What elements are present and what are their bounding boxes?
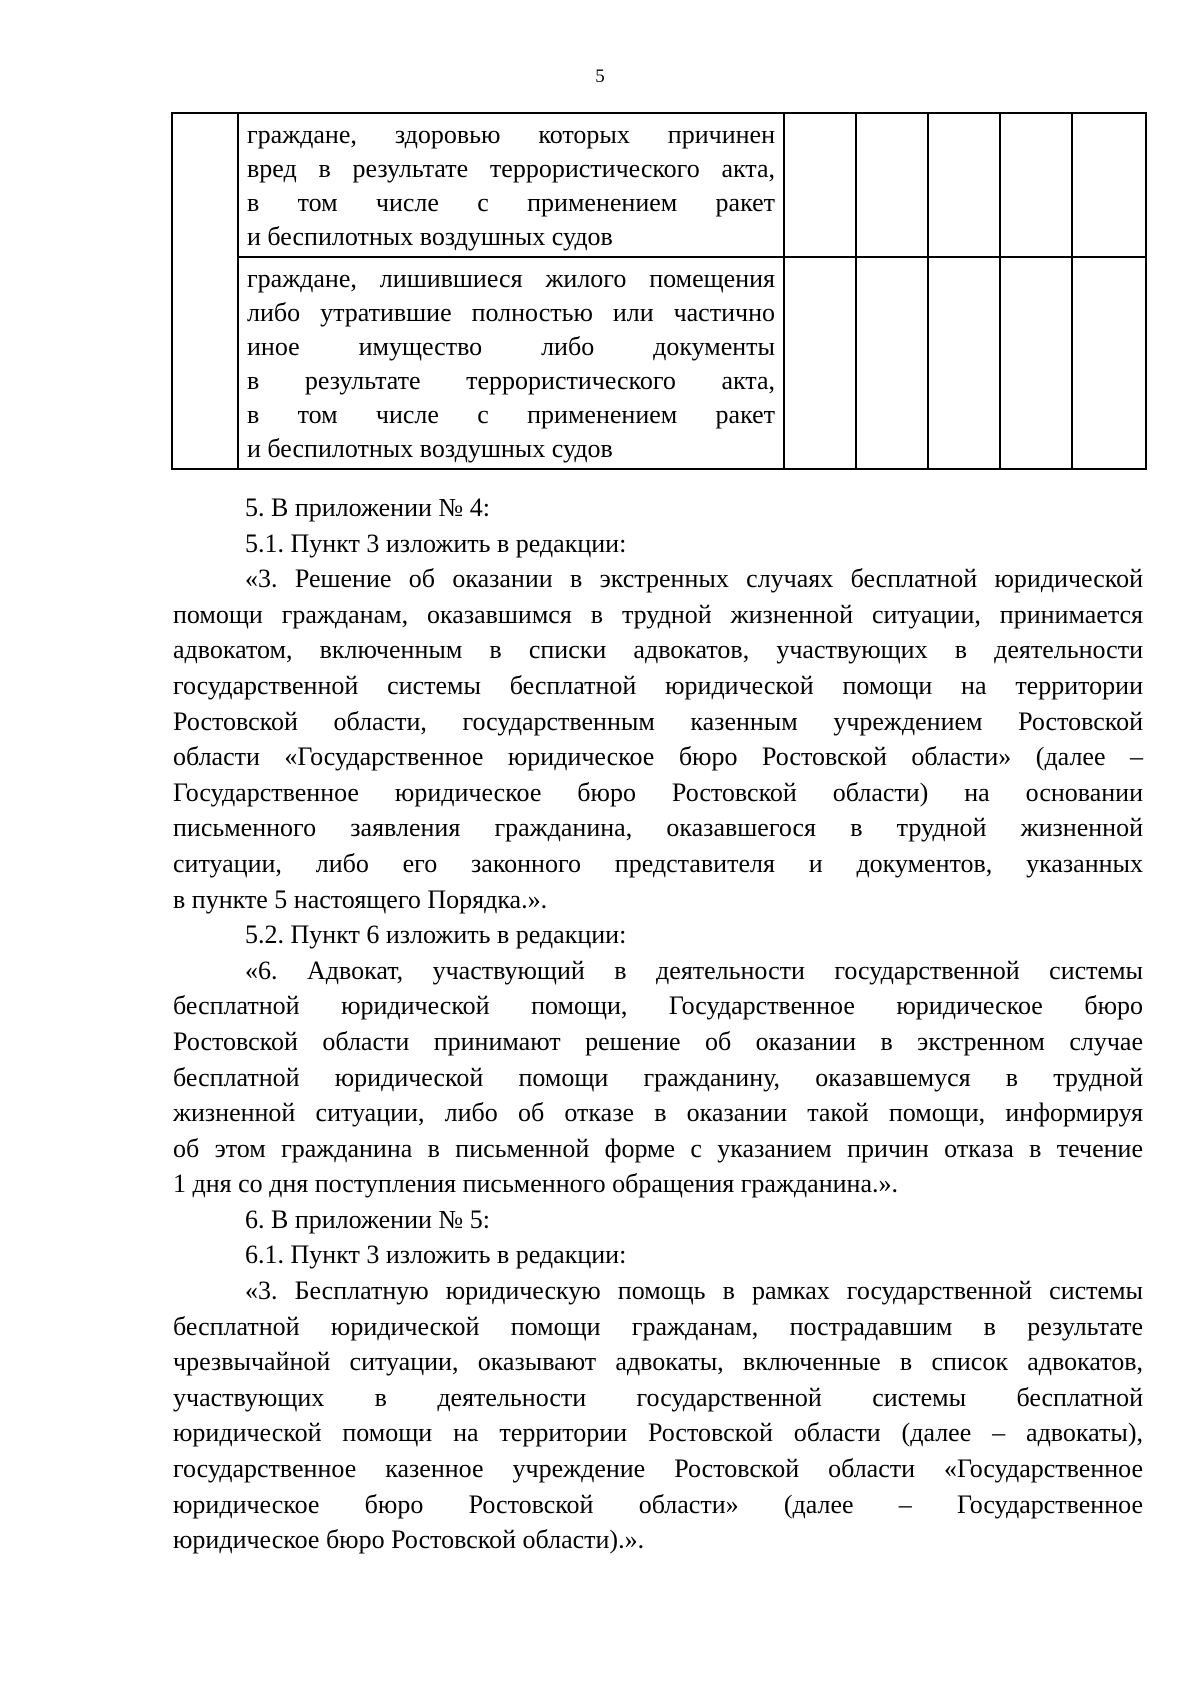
paragraph-line: адвокатом, включенным в списки адвокатов, участвующих в деятельности bbox=[173, 635, 1143, 665]
table-row bbox=[172, 113, 1146, 257]
table-cell-empty bbox=[784, 257, 856, 469]
paragraph-6-1 bbox=[173, 1237, 1143, 1273]
paragraph-line: 5.2. Пункт 6 изложить в редакции: bbox=[245, 920, 627, 950]
paragraph-line: бесплатной юридической помощи гражданину, оказавшемуся в трудной bbox=[173, 1062, 1143, 1092]
paragraph-line: «3. Решение об оказании в экстренных случаях бесплатной юридической bbox=[245, 564, 1143, 594]
paragraph-line: Государственное юридическое бюро Ростовской области) на основании bbox=[173, 777, 1143, 807]
table-cell-line: либо утратившие полностью или частично bbox=[247, 298, 775, 327]
table-cell-empty bbox=[856, 257, 928, 469]
paragraph-5-2 bbox=[173, 917, 1143, 953]
paragraph-line: области «Государственное юридическое бюро Ростовской области» (далее – bbox=[173, 742, 1143, 772]
paragraph-line: бесплатной юридической помощи, Государственное юридическое бюро bbox=[173, 991, 1143, 1021]
table-cell-empty bbox=[1000, 113, 1072, 257]
paragraph-line: «6. Адвокат, участвующий в деятельности государственной системы bbox=[245, 955, 1143, 985]
table-cell-empty bbox=[928, 257, 1000, 469]
table-cell-empty bbox=[784, 113, 856, 257]
paragraph-line: бесплатной юридической помощи гражданам, пострадавшим в результате bbox=[173, 1311, 1143, 1341]
paragraph-line: жизненной ситуации, либо об отказе в оказании такой помощи, информируя bbox=[173, 1098, 1143, 1128]
paragraph-line: помощи гражданам, оказавшимся в трудной жизненной ситуации, принимается bbox=[173, 599, 1143, 629]
table-cell-line: и беспилотных воздушных судов bbox=[247, 434, 613, 463]
paragraph-line: чрезвычайной ситуации, оказывают адвокаты, включенные в список адвокатов, bbox=[173, 1347, 1143, 1377]
table-cell-empty bbox=[928, 113, 1000, 257]
table-cell-line: иное имущество либо документы bbox=[247, 332, 775, 361]
paragraph-line: участвующих в деятельности государственной системы бесплатной bbox=[173, 1382, 1143, 1412]
paragraph-line: государственной системы бесплатной юридической помощи на территории bbox=[173, 670, 1143, 700]
paragraph-line: «3. Бесплатную юридическую помощь в рамках государственной системы bbox=[245, 1276, 1143, 1306]
paragraph-point-6-text bbox=[173, 953, 1143, 1202]
paragraph-line: юридической помощи на территории Ростовской области (далее – адвокаты), bbox=[173, 1418, 1143, 1448]
table-cell-line: и беспилотных воздушных судов bbox=[247, 222, 613, 251]
table-cell-empty bbox=[1072, 257, 1146, 469]
paragraph-line: 6.1. Пункт 3 изложить в редакции: bbox=[245, 1240, 627, 1270]
paragraph-5-1 bbox=[173, 526, 1143, 562]
paragraph-line: об этом гражданина в письменной форме с указанием причин отказа в течение bbox=[173, 1133, 1143, 1163]
table-cell-line: граждане, лишившиеся жилого помещения bbox=[247, 264, 775, 293]
paragraph-line: государственное казенное учреждение Ростовской области «Государственное bbox=[173, 1454, 1143, 1484]
table-cell-number bbox=[172, 113, 238, 469]
table-cell-empty bbox=[856, 113, 928, 257]
table-cell-line: вред в результате террористического акта, bbox=[247, 154, 775, 183]
table-cell-line: граждане, здоровью которых причинен bbox=[247, 120, 775, 149]
table-cell-empty bbox=[1072, 113, 1146, 257]
paragraph-point-3-text bbox=[173, 561, 1143, 917]
paragraph-line: юридическое бюро Ростовской области).». bbox=[173, 1525, 645, 1555]
paragraph-point-3-appendix-5-text bbox=[173, 1273, 1143, 1558]
paragraph-line: 6. В приложении № 5: bbox=[245, 1204, 490, 1234]
paragraph-appendix-4 bbox=[173, 490, 1143, 526]
paragraph-line: 5.1. Пункт 3 изложить в редакции: bbox=[245, 528, 627, 558]
paragraph-line: в пункте 5 настоящего Порядка.». bbox=[173, 884, 548, 914]
paragraph-line: Ростовской области, государственным казенным учреждением Ростовской bbox=[173, 706, 1143, 736]
paragraph-line: юридическое бюро Ростовской области» (далее – Государственное bbox=[173, 1489, 1143, 1519]
paragraph-line: письменного заявления гражданина, оказавшегося в трудной жизненной bbox=[173, 813, 1143, 843]
table-cell-line: в результате террористического акта, bbox=[247, 366, 775, 395]
beneficiaries-table bbox=[171, 112, 1147, 470]
table-cell-line: в том числе с применением ракет bbox=[247, 400, 775, 429]
paragraph-line: 5. В приложении № 4: bbox=[245, 493, 490, 522]
table-cell-line: в том числе с применением ракет bbox=[247, 188, 775, 217]
table-cell-category bbox=[238, 257, 784, 469]
table-cell-empty bbox=[1000, 257, 1072, 469]
paragraph-appendix-5 bbox=[173, 1202, 1143, 1238]
paragraph-line: ситуации, либо его законного представителя и документов, указанных bbox=[173, 848, 1143, 878]
paragraph-line: 1 дня со дня поступления письменного обращения гражданина.». bbox=[173, 1169, 898, 1199]
page-number: 5 bbox=[595, 66, 605, 87]
table-cell-category bbox=[238, 113, 784, 257]
table-row bbox=[172, 257, 1146, 469]
paragraph-line: Ростовской области принимают решение об оказании в экстренном случае bbox=[173, 1026, 1143, 1056]
document-body bbox=[173, 490, 1143, 1558]
